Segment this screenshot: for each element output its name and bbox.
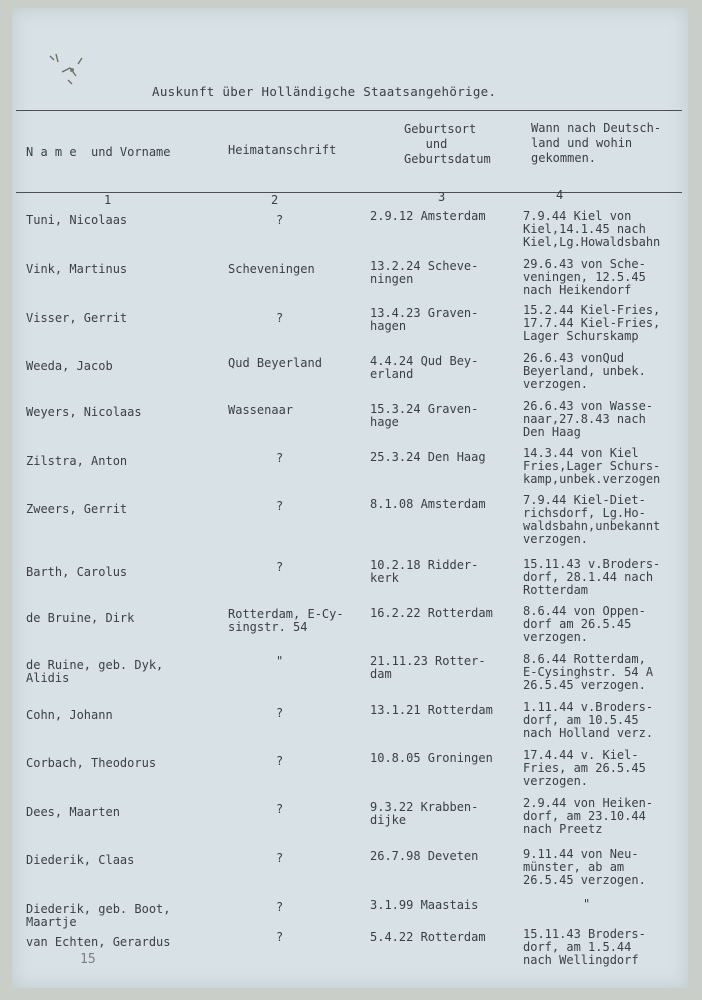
row-name: Corbach, Theodorus [26,756,157,770]
column-number: 3 [438,190,446,204]
row-arrival: 7.9.44 Kiel von Kiel,14.1.45 nach Kiel,Lg.Howaldsbahn [523,209,661,249]
row-arrival: 8.6.44 von Oppen- dorf am 26.5.45 verzogen. [523,604,646,644]
header-address: Heimatanschrift [228,143,337,157]
header-top-rule [16,110,682,111]
row-birth: 25.3.24 Den Haag [370,450,486,464]
row-address: ? [276,213,284,227]
row-address: ? [276,560,284,574]
row-birth: 13.1.21 Rotterdam [370,703,493,717]
row-arrival: 29.6.43 von Sche- veningen, 12.5.45 nach Heikendorf [523,257,646,297]
row-name: Visser, Gerrit [26,311,128,325]
header-arrival: Wann nach Deutsch- land und wohin gekommen. [531,121,662,165]
row-address: ? [276,930,284,944]
row-birth: 16.2.22 Rotterdam [370,606,493,620]
row-birth: 13.4.23 Graven- hagen [370,306,479,333]
row-address: ? [276,900,284,914]
row-address: ? [276,754,284,768]
row-birth: 15.3.24 Graven- hage [370,402,479,429]
row-arrival: 15.2.44 Kiel-Fries, 17.7.44 Kiel-Fries, Lager Schurskamp [523,303,661,343]
row-birth: 9.3.22 Krabben- dijke [370,800,479,827]
row-birth: 3.1.99 Maastais [370,898,479,912]
row-name: Cohn, Johann [26,708,113,722]
row-address: ? [276,802,284,816]
row-arrival: 15.11.43 Broders- dorf, am 1.5.44 nach Wellingdorf [523,927,646,967]
row-name: Zilstra, Anton [26,454,128,468]
row-arrival: 26.6.43 von Wasse- naar,27.8.43 nach Den Haag [523,399,654,439]
row-birth: 10.2.18 Ridder- kerk [370,558,479,585]
row-name: van Echten, Gerardus [26,935,171,949]
pencil-mark: 15 [80,952,96,967]
row-arrival: 8.6.44 Rotterdam, E-Cysinghstr. 54 A 26.5.45 verzogen. [523,652,654,692]
document-title: Auskunft über Holländigche Staatsangehörige. [152,84,497,99]
row-birth: 4.4.24 Qud Bey- erland [370,354,479,381]
ink-stain-icon [42,50,92,90]
row-birth: 13.2.24 Scheve- ningen [370,259,479,286]
row-arrival: 7.9.44 Kiel-Diet- richsdorf, Lg.Ho- waldsbahn,unbekannt verzogen. [523,493,661,546]
row-address: Scheveningen [228,262,315,276]
row-name: Diederik, Claas [26,853,135,867]
row-address: ? [276,499,284,513]
row-name: Vink, Martinus [26,262,128,276]
header-birth: Geburtsort und Geburtsdatum [404,122,491,166]
row-name: Dees, Maarten [26,805,120,819]
row-name: Tuni, Nicolaas [26,213,128,227]
row-arrival: 14.3.44 von Kiel Fries,Lager Schurs- kamp,unbek.verzogen [523,446,661,486]
row-birth: 5.4.22 Rotterdam [370,930,486,944]
row-name: de Ruine, geb. Dyk, Alidis [26,658,164,685]
row-address: Wassenaar [228,403,294,417]
row-address: ? [276,851,284,865]
row-name: Zweers, Gerrit [26,502,128,516]
row-birth: 2.9.12 Amsterdam [370,209,486,223]
row-name: de Bruine, Dirk [26,611,135,625]
row-arrival: 26.6.43 vonQud Beyerland, unbek. verzogen. [523,351,646,391]
row-arrival: 15.11.43 v.Broders- dorf, 28.1.44 nach Rotterdam [523,557,661,597]
header-bottom-rule [16,192,682,193]
row-address: Qud Beyerland [228,356,322,370]
row-arrival: " [583,897,591,911]
row-name: Barth, Carolus [26,565,128,579]
row-birth: 10.8.05 Groningen [370,751,493,765]
row-address: ? [276,706,284,720]
row-birth: 26.7.98 Deveten [370,849,479,863]
header-name: N a m e und Vorname [26,145,171,159]
column-number: 4 [556,188,564,202]
row-address: Rotterdam, E-Cy- singstr. 54 [228,607,344,634]
row-name: Diederik, geb. Boot, Maartje [26,902,171,929]
row-name: Weyers, Nicolaas [26,405,142,419]
row-address: ? [276,311,284,325]
row-name: Weeda, Jacob [26,359,113,373]
row-arrival: 1.11.44 v.Broders- dorf, am 10.5.45 nach Holland verz. [523,700,654,740]
row-birth: 8.1.08 Amsterdam [370,497,486,511]
row-arrival: 17.4.44 v. Kiel- Fries, am 26.5.45 verzogen. [523,748,646,788]
row-arrival: 2.9.44 von Heiken- dorf, am 23.10.44 nach Preetz [523,796,654,836]
column-number: 1 [104,193,112,207]
row-arrival: 9.11.44 von Neu- münster, ab am 26.5.45 verzogen. [523,847,646,887]
row-birth: 21.11.23 Rotter- dam [370,654,486,681]
column-number: 2 [271,193,279,207]
row-address: ? [276,451,284,465]
row-address: " [276,654,284,668]
